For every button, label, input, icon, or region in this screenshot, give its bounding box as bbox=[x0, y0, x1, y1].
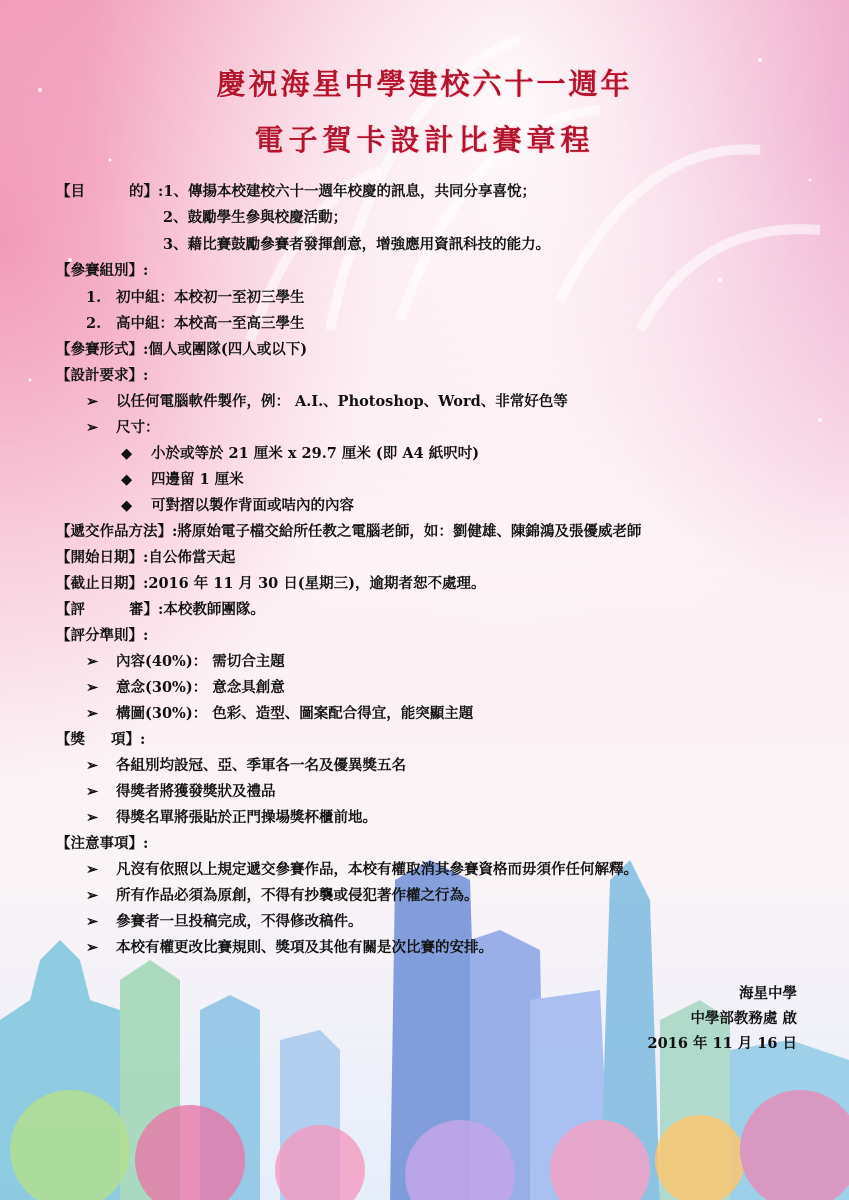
diamond-bullet-icon: ◆ bbox=[121, 497, 133, 514]
signature-school: 海星中學 bbox=[739, 985, 797, 1002]
purpose-label-a: 【目 bbox=[56, 183, 85, 200]
criteria-item-2 bbox=[86, 678, 285, 698]
deadline-line bbox=[56, 574, 486, 594]
requirements-size-label: 尺寸： bbox=[116, 419, 160, 436]
groups-label: 【參賽組別】: bbox=[56, 262, 149, 279]
title-line-1: 慶祝海星中學建校六十一週年 bbox=[216, 67, 633, 101]
purpose-line-1 bbox=[56, 182, 536, 202]
diamond-bullet-icon: ◆ bbox=[121, 445, 133, 462]
requirements-item-size bbox=[86, 418, 160, 438]
list-number: 1. bbox=[86, 289, 102, 306]
requirements-item-software bbox=[86, 392, 568, 412]
arrow-bullet-icon: ➢ bbox=[86, 679, 99, 696]
start-date-text: 自公佈當天起 bbox=[148, 549, 236, 566]
purpose-item-3: 3、藉比賽鼓勵參賽者發揮創意，增強應用資訊科技的能力。 bbox=[163, 236, 551, 253]
awards-item-1 bbox=[86, 756, 406, 776]
requirements-sub-1 bbox=[121, 444, 479, 464]
purpose-label-b: 的】: bbox=[129, 183, 164, 200]
notes-text: 凡沒有依照以上規定遞交參賽作品，本校有權取消其參賽資格而毋須作任何解釋。 bbox=[116, 861, 638, 878]
judging-text: 本校教師團隊。 bbox=[163, 601, 265, 618]
notes-item-3 bbox=[86, 912, 363, 932]
notes-text: 所有作品必須為原創，不得有抄襲或侵犯著作權之行為。 bbox=[116, 887, 479, 904]
purpose-item-2: 2、鼓勵學生參與校慶活動； bbox=[163, 209, 348, 226]
notes-item-4 bbox=[86, 938, 493, 958]
criteria-text: 意念(30%)： 意念具創意 bbox=[116, 679, 285, 696]
awards-text: 得獎名單將張貼於正門操場獎杯櫃前地。 bbox=[116, 809, 377, 826]
format-line bbox=[56, 340, 307, 360]
arrow-bullet-icon: ➢ bbox=[86, 887, 99, 904]
criteria-item-1 bbox=[86, 652, 285, 672]
arrow-bullet-icon: ➢ bbox=[86, 419, 99, 436]
arrow-bullet-icon: ➢ bbox=[86, 913, 99, 930]
arrow-bullet-icon: ➢ bbox=[86, 809, 99, 826]
arrow-bullet-icon: ➢ bbox=[86, 705, 99, 722]
format-label: 【參賽形式】: bbox=[56, 341, 149, 358]
arrow-bullet-icon: ➢ bbox=[86, 653, 99, 670]
diamond-bullet-icon: ◆ bbox=[121, 471, 133, 488]
notes-text: 本校有權更改比賽規則、獎項及其他有關是次比賽的安排。 bbox=[116, 939, 493, 956]
requirements-sub-text: 可對摺以製作背面或咭內的內容 bbox=[151, 497, 354, 514]
judging-label-a: 【評 bbox=[56, 601, 85, 618]
awards-item-2 bbox=[86, 782, 276, 802]
awards-label-a: 【獎 bbox=[56, 731, 85, 748]
start-date-line bbox=[56, 548, 235, 568]
arrow-bullet-icon: ➢ bbox=[86, 393, 99, 410]
start-date-label: 【開始日期】: bbox=[56, 549, 149, 566]
arrow-bullet-icon: ➢ bbox=[86, 757, 99, 774]
format-text: 個人或團隊(四人或以下) bbox=[148, 341, 308, 358]
arrow-bullet-icon: ➢ bbox=[86, 939, 99, 956]
groups-item-2 bbox=[86, 314, 305, 334]
awards-text: 得獎者將獲發獎狀及禮品 bbox=[116, 783, 276, 800]
requirements-sub-3 bbox=[121, 496, 354, 516]
requirements-software-text: 以任何電腦軟件製作，例： A.I.、Photoshop、Word、非常好色等 bbox=[116, 393, 568, 410]
criteria-item-3 bbox=[86, 704, 473, 724]
title-line-2: 電子賀卡設計比賽章程 bbox=[254, 123, 595, 157]
criteria-label: 【評分準則】: bbox=[56, 627, 149, 644]
awards-item-3 bbox=[86, 808, 377, 828]
requirements-label: 【設計要求】: bbox=[56, 367, 149, 384]
notes-item-2 bbox=[86, 886, 479, 906]
groups-item-text: 高中組：本校高一至高三學生 bbox=[116, 315, 305, 332]
criteria-text: 內容(40%)： 需切合主題 bbox=[116, 653, 285, 670]
arrow-bullet-icon: ➢ bbox=[86, 861, 99, 878]
awards-label bbox=[56, 730, 145, 750]
submission-line bbox=[56, 522, 641, 542]
list-number: 2. bbox=[86, 315, 102, 332]
requirements-sub-text: 小於或等於 21 厘米 x 29.7 厘米 (即 A4 紙呎吋) bbox=[151, 445, 480, 462]
arrow-bullet-icon: ➢ bbox=[86, 783, 99, 800]
signature-date: 2016 年 11 月 16 日 bbox=[647, 1035, 797, 1052]
notes-label: 【注意事項】: bbox=[56, 835, 149, 852]
awards-text: 各組別均設冠、亞、季軍各一名及優異獎五名 bbox=[116, 757, 406, 774]
awards-label-b: 項】: bbox=[111, 731, 146, 748]
deadline-label: 【截止日期】: bbox=[56, 575, 149, 592]
signature-dept: 中學部教務處 啟 bbox=[690, 1010, 797, 1027]
judging-line bbox=[56, 600, 265, 620]
requirements-sub-2 bbox=[121, 470, 244, 490]
notes-text: 參賽者一旦投稿完成，不得修改稿件。 bbox=[116, 913, 363, 930]
groups-item-1 bbox=[86, 288, 305, 308]
submission-text: 將原始電子檔交給所任教之電腦老師，如：劉健雄、陳錦鴻及張優威老師 bbox=[177, 523, 642, 540]
submission-label: 【遞交作品方法】: bbox=[56, 523, 178, 540]
notes-item-1 bbox=[86, 860, 638, 880]
requirements-sub-text: 四邊留 1 厘米 bbox=[151, 471, 244, 488]
groups-item-text: 初中組：本校初一至初三學生 bbox=[116, 289, 305, 306]
deadline-text: 2016 年 11 月 30 日(星期三)，逾期者恕不處理。 bbox=[148, 575, 486, 592]
judging-label-b: 審】: bbox=[129, 601, 164, 618]
criteria-text: 構圖(30%)： 色彩、造型、圖案配合得宜，能突顯主題 bbox=[116, 705, 474, 722]
purpose-item-1: 1、傳揚本校建校六十一週年校慶的訊息，共同分享喜悅； bbox=[163, 183, 536, 200]
